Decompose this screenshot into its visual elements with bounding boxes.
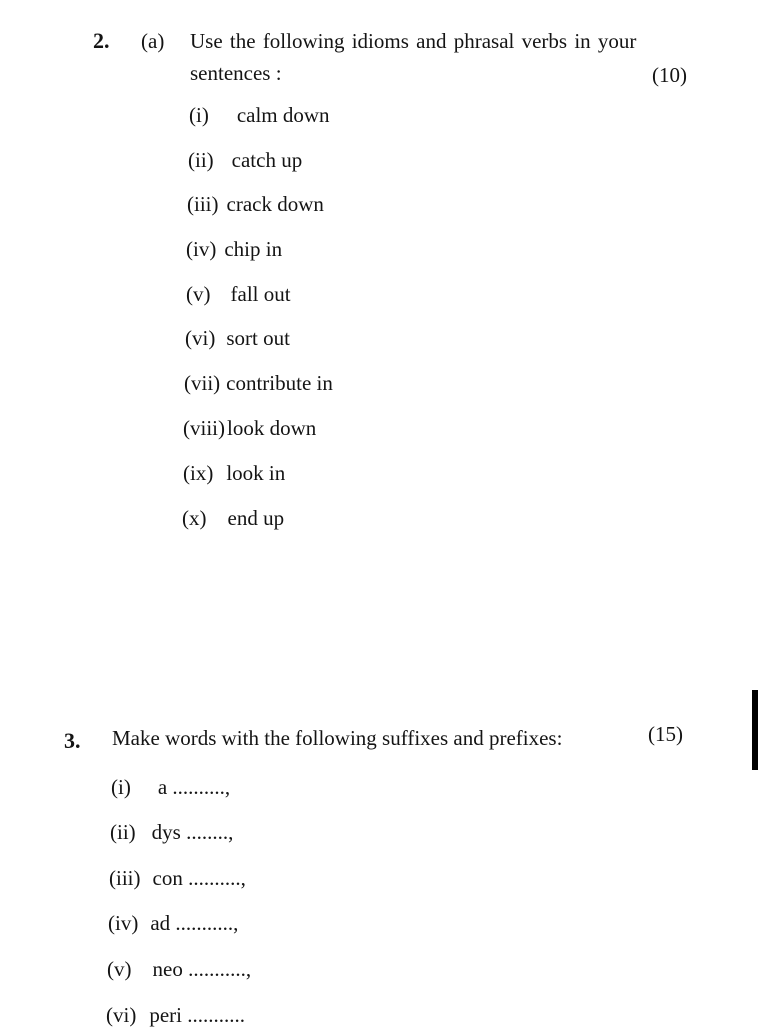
item-label: (i) [111, 775, 131, 799]
question-number: 2. [93, 28, 110, 53]
item-text: look in [226, 461, 286, 485]
list-item [188, 148, 302, 173]
item-label: (iv) [186, 237, 217, 261]
item-label: (ix) [183, 461, 214, 485]
item-label: (iv) [108, 911, 139, 935]
item-label: (vi) [106, 1003, 137, 1027]
question-part-label: (a) [141, 29, 165, 53]
item-text: end up [227, 506, 285, 530]
question-instruction: Make words with the following suffixes and prefixes: [112, 726, 563, 750]
list-item [189, 103, 330, 128]
item-text: ad ..........., [150, 911, 239, 935]
item-text: neo ..........., [152, 957, 252, 981]
marks-label: (15) [648, 722, 683, 746]
list-item [184, 371, 333, 396]
list-item [186, 282, 291, 307]
item-text: a .........., [157, 775, 231, 799]
list-item [187, 192, 324, 217]
list-item [107, 957, 251, 982]
list-item [186, 237, 282, 262]
item-label: (ii) [110, 820, 136, 844]
question-instruction-continued: sentences : [190, 61, 282, 85]
list-item [183, 461, 285, 486]
list-item [109, 866, 246, 891]
item-label: (ii) [188, 148, 214, 172]
item-text: look down [227, 416, 317, 440]
question-instruction: Use the following idioms and phrasal verbs in your [190, 29, 637, 53]
item-text: calm down [236, 103, 330, 127]
margin-bar [752, 690, 758, 770]
item-label: (iii) [187, 192, 219, 216]
item-label: (iii) [109, 866, 141, 890]
item-label: (vii) [184, 371, 221, 395]
list-item [182, 506, 284, 531]
item-text: peri ........... [149, 1003, 245, 1027]
item-label: (vi) [185, 326, 216, 350]
marks-label: (10) [652, 63, 687, 87]
question-number: 3. [64, 728, 81, 753]
list-item [185, 326, 290, 351]
list-item [106, 1003, 245, 1028]
item-label: (i) [189, 103, 209, 127]
item-label: (v) [186, 282, 211, 306]
item-text: catch up [231, 148, 303, 172]
item-text: chip in [224, 237, 283, 261]
item-text: contribute in [226, 371, 333, 395]
list-item [111, 775, 230, 800]
item-label: (v) [107, 957, 132, 981]
list-item [108, 911, 238, 936]
item-label: (x) [182, 506, 207, 530]
list-item [183, 416, 316, 441]
item-label: (viii) [183, 416, 225, 440]
item-text: con .........., [152, 866, 246, 890]
item-text: crack down [226, 192, 324, 216]
item-text: dys ........, [151, 820, 234, 844]
item-text: fall out [230, 282, 291, 306]
list-item [110, 820, 233, 845]
item-text: sort out [226, 326, 290, 350]
